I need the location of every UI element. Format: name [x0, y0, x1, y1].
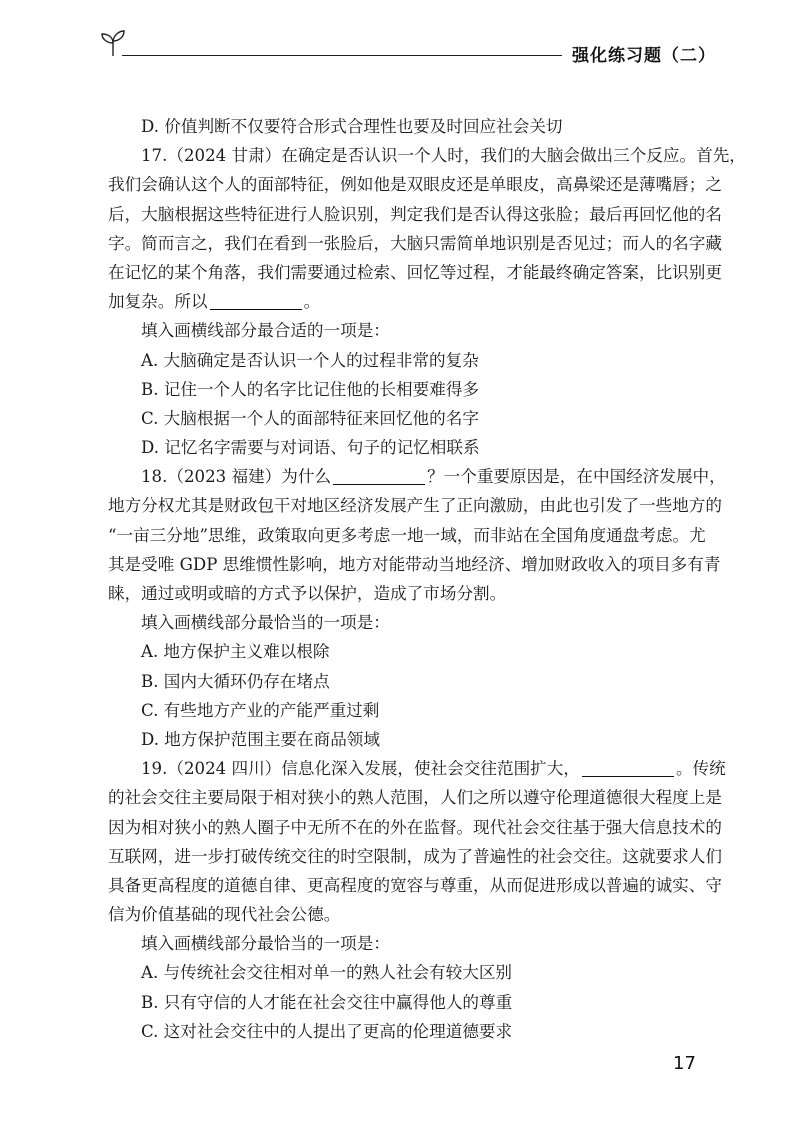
sprout-icon	[100, 26, 126, 58]
q18-option-c: C. 有些地方产业的产能严重过剩	[141, 700, 380, 720]
page-content	[108, 112, 746, 1046]
q17-line-3: 后，大脑根据这些特征进行人脸识别，判定我们是否认得这张脸；最后再回忆他的名	[108, 204, 722, 224]
q19-line-1	[108, 754, 726, 783]
section-title: 强化练习题（二）	[572, 46, 716, 66]
q19-text-before-blank: 19.（2024 四川）信息化深入发展，使社会交往范围扩大，	[141, 759, 580, 779]
q19-line-4: 互联网，进一步打破传统交往的时空限制，成为了普遍性的社会交往。这就要求人们	[108, 846, 722, 866]
q18-line-2: 地方分权尤其是财政包干对地区经济发展产生了正向激励，由此也引发了一些地方的	[108, 496, 722, 516]
q17-line-2: 我们会确认这个人的面部特征，例如他是双眼皮还是单眼皮，高鼻梁还是薄嘴唇；之	[108, 175, 722, 195]
q17-prompt: 填入画横线部分最合适的一项是：	[141, 321, 390, 341]
q17-option-a: A. 大脑确定是否认识一个人的过程非常的复杂	[141, 350, 479, 370]
q19-line-2: 的社会交往主要局限于相对狭小的熟人范围，人们之所以遵守伦理道德很大程度上是	[108, 788, 722, 808]
q19-option-a: A. 与传统社会交往相对单一的熟人社会有较大区别	[141, 963, 513, 983]
q17-line-4: 字。简而言之，我们在看到一张脸后，大脑只需简单地识别是否见过；而人的名字藏	[108, 233, 722, 253]
q18-text-after-blank: ？一个重要原因是，在中国经济发展中，	[427, 467, 726, 487]
q18-line-4: 其是受唯 GDP 思维惯性影响，地方对能带动当地经济、增加财政收入的项目多有青	[108, 554, 721, 574]
q17-option-d: D. 记忆名字需要与对词语、句子的记忆相联系	[141, 438, 480, 458]
q19-text-after-blank: 。传统	[675, 759, 726, 779]
q18-option-d: D. 地方保护范围主要在商品领域	[141, 729, 380, 749]
q17-text-before-blank: 加复杂。所以	[108, 292, 208, 312]
q18-line-5: 睐，通过或明或暗的方式予以保护，造成了市场分割。	[108, 584, 507, 603]
question-19	[108, 754, 726, 1046]
q16-option-d: D. 价值判断不仅要符合形式合理性也要及时回应社会关切	[141, 117, 563, 136]
q17-line-6	[108, 287, 714, 316]
q19-option-b: B. 只有守信的人才能在社会交往中赢得他人的尊重	[141, 992, 513, 1012]
q19-option-c: C. 这对社会交往中的人提出了更高的伦理道德要求	[141, 1021, 513, 1041]
header-rule	[122, 55, 562, 56]
question-17	[108, 141, 746, 462]
q18-option-a: A. 地方保护主义难以根除	[141, 642, 330, 662]
q17-option-c: C. 大脑根据一个人的面部特征来回忆他的名字	[141, 408, 479, 428]
q18-line-1	[108, 462, 726, 491]
q17-option-b: B. 记住一个人的名字比记住他的长相要难得多	[141, 379, 480, 399]
q17-text-after-blank: 。	[303, 292, 321, 312]
q19-line-6: 信为价值基础的现代社会公德。	[108, 905, 341, 925]
q18-text-before-blank: 18.（2023 福建）为什么	[141, 467, 332, 487]
q18-option-b: B. 国内大循环仍存在堵点	[141, 671, 330, 691]
q19-line-3: 因为相对狭小的熟人圈子中无所不在的外在监督。现代社会交往基于强大信息技术的	[108, 817, 722, 837]
q19-prompt: 填入画横线部分最恰当的一项是：	[141, 934, 390, 954]
q17-line-5: 在记忆的某个角落，我们需要通过检索、回忆等过程，才能最终确定答案，比识别更	[108, 262, 722, 282]
q18-answer-blank	[333, 466, 425, 485]
q17-answer-blank	[210, 291, 302, 310]
q18-prompt: 填入画横线部分最恰当的一项是：	[141, 613, 390, 633]
page-number: 17	[673, 1053, 696, 1074]
question-18	[108, 462, 726, 754]
q17-line-1: 17.（2024 甘肃）在确定是否认识一个人时，我们的大脑会做出三个反应。首先，	[141, 146, 746, 166]
page-header	[0, 0, 800, 80]
q19-answer-blank	[582, 758, 674, 777]
q18-line-3: “一亩三分地”思维，政策取向更多考虑一地一域，而非站在全国角度通盘考虑。尤	[108, 525, 706, 545]
q19-line-5: 具备更高程度的道德自律、更高程度的宽容与尊重，从而促进形成以普遍的诚实、守	[108, 875, 722, 895]
